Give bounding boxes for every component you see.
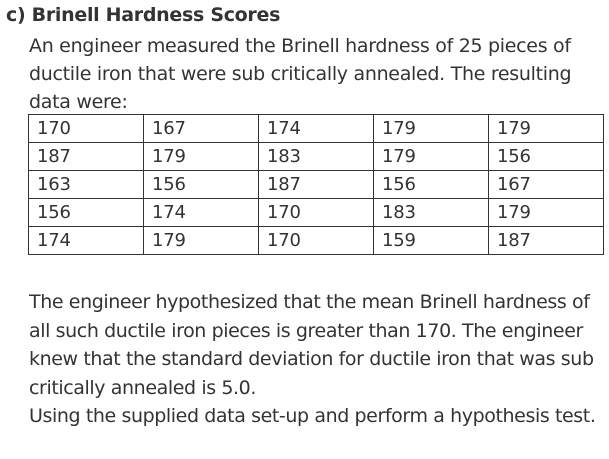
instruction-paragraph: Using the supplied data set-up and perform a hypothesis test. bbox=[29, 405, 596, 428]
hypothesis-paragraph: The engineer hypothesized that the mean Brinell hardness of all such ductile iron pieces is greater than 170. The engineer knew that the standard deviation for ductile iron that was sub critically annealed is 5.0. bbox=[29, 291, 594, 399]
table-row bbox=[29, 171, 604, 199]
table-cell: 167 bbox=[489, 171, 604, 199]
table-cell: 179 bbox=[144, 143, 259, 171]
table-row bbox=[29, 143, 604, 171]
hardness-data-table bbox=[28, 114, 604, 255]
table-cell: 174 bbox=[29, 227, 144, 255]
table-cell: 179 bbox=[489, 199, 604, 227]
problem-body bbox=[29, 288, 607, 431]
table-row bbox=[29, 199, 604, 227]
table-cell: 170 bbox=[29, 115, 144, 143]
table-cell: 156 bbox=[489, 143, 604, 171]
table-cell: 179 bbox=[374, 115, 489, 143]
table-cell: 170 bbox=[259, 227, 374, 255]
table-cell: 183 bbox=[259, 143, 374, 171]
table-cell: 156 bbox=[144, 171, 259, 199]
table-cell: 159 bbox=[374, 227, 489, 255]
table-cell: 179 bbox=[144, 227, 259, 255]
table-cell: 163 bbox=[29, 171, 144, 199]
problem-intro: An engineer measured the Brinell hardness of 25 pieces of ductile iron that were sub critically annealed. The resulting data were: bbox=[29, 35, 572, 113]
table-cell: 183 bbox=[374, 199, 489, 227]
table-cell: 170 bbox=[259, 199, 374, 227]
table-cell: 187 bbox=[489, 227, 604, 255]
table-cell: 167 bbox=[144, 115, 259, 143]
table-cell: 174 bbox=[259, 115, 374, 143]
table-row bbox=[29, 115, 604, 143]
table-cell: 174 bbox=[144, 199, 259, 227]
table-cell: 187 bbox=[259, 171, 374, 199]
table-row bbox=[29, 227, 604, 255]
problem-heading: c) Brinell Hardness Scores bbox=[6, 4, 281, 26]
table-cell: 156 bbox=[374, 171, 489, 199]
table-cell: 179 bbox=[489, 115, 604, 143]
table-cell: 187 bbox=[29, 143, 144, 171]
table-cell: 179 bbox=[374, 143, 489, 171]
table-cell: 156 bbox=[29, 199, 144, 227]
